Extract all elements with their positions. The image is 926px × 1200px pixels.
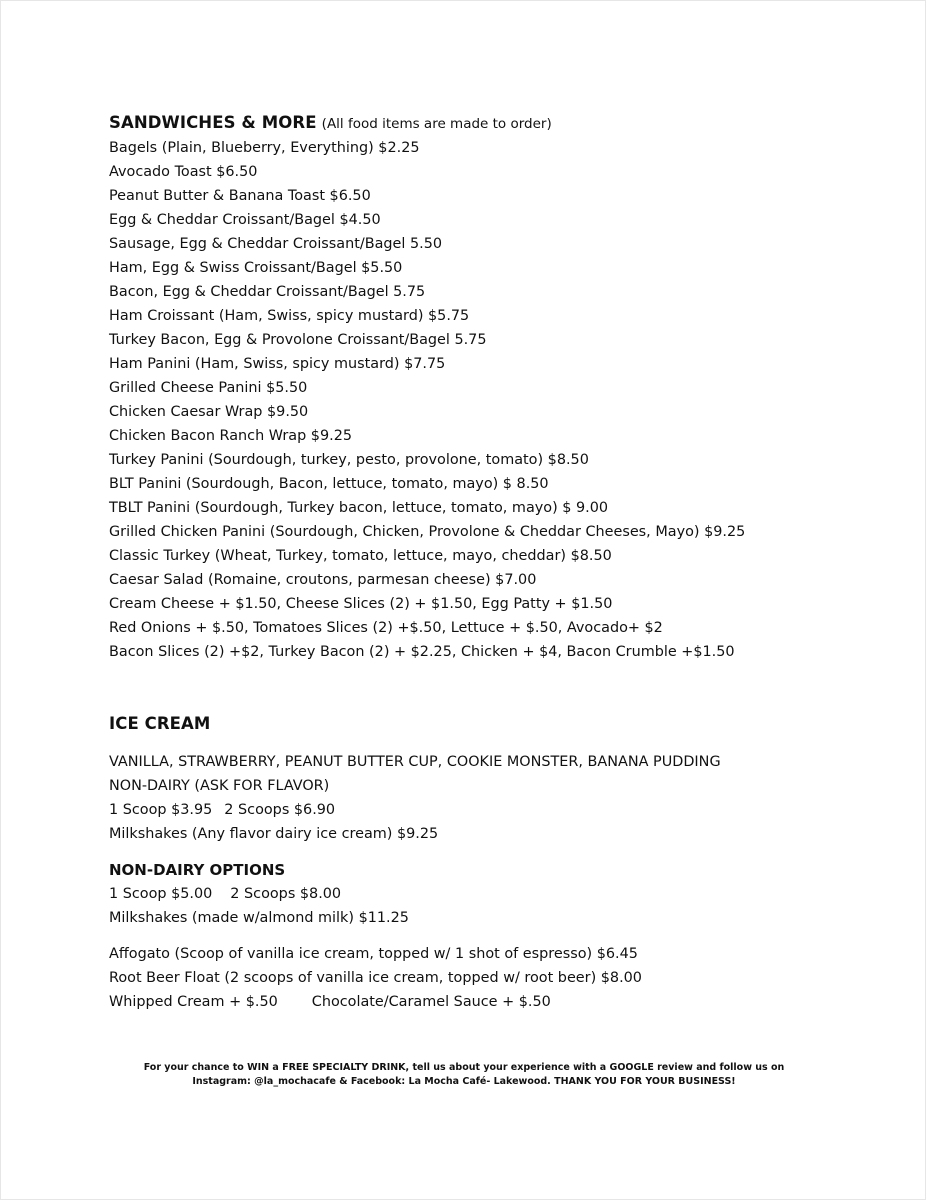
- ice-cream-non-dairy-note: NON-DAIRY (ASK FOR FLAVOR): [109, 778, 330, 794]
- menu-item: Sausage, Egg & Cheddar Croissant/Bagel 5.50: [109, 236, 443, 252]
- menu-item: Ham Croissant (Ham, Swiss, spicy mustard) $5.75: [109, 308, 470, 324]
- ice-cream-one-scoop: 1 Scoop $3.95: [109, 802, 213, 818]
- menu-item: Chicken Bacon Ranch Wrap $9.25: [109, 428, 353, 444]
- section-gap: [109, 930, 889, 942]
- menu-item: TBLT Panini (Sourdough, Turkey bacon, lettuce, tomato, mayo) $ 9.00: [109, 500, 609, 516]
- affogato-item: Affogato (Scoop of vanilla ice cream, topped w/ 1 shot of espresso) $6.45: [109, 946, 638, 962]
- menu-item: Classic Turkey (Wheat, Turkey, tomato, lettuce, mayo, cheddar) $8.50: [109, 548, 612, 564]
- ice-cream-milkshakes: Milkshakes (Any flavor dairy ice cream) $9.25: [109, 826, 439, 842]
- menu-item: BLT Panini (Sourdough, Bacon, lettuce, tomato, mayo) $ 8.50: [109, 476, 549, 492]
- non-dairy-scoop-prices: [109, 882, 889, 906]
- footer-promo: [101, 1061, 827, 1089]
- sandwiches-heading: SANDWICHES & MORE: [109, 113, 317, 132]
- toppings-item: [109, 990, 889, 1014]
- ice-cream-two-scoops: 2 Scoops $6.90: [224, 802, 336, 818]
- menu-item: Bagels (Plain, Blueberry, Everything) $2.25: [109, 140, 420, 156]
- menu-item: Grilled Chicken Panini (Sourdough, Chicken, Provolone & Cheddar Cheeses, Mayo) $9.25: [109, 524, 746, 540]
- menu-item: Egg & Cheddar Croissant/Bagel $4.50: [109, 212, 381, 228]
- menu-item: Chicken Caesar Wrap $9.50: [109, 404, 309, 420]
- footer-line-1: For your chance to WIN a FREE SPECIALTY DRINK, tell us about your experience with a GOOGLE review and follow us on: [143, 1062, 785, 1073]
- ice-cream-heading-line: [109, 712, 889, 736]
- ice-cream-scoop-prices: [109, 798, 889, 822]
- menu-item: Caesar Salad (Romaine, croutons, parmesan cheese) $7.00: [109, 572, 537, 588]
- section-gap: [109, 846, 889, 858]
- non-dairy-heading: NON-DAIRY OPTIONS: [109, 861, 286, 879]
- menu-item: Avocado Toast $6.50: [109, 164, 258, 180]
- sandwich-list: [109, 136, 889, 664]
- menu-content: [109, 111, 889, 1014]
- menu-item: Turkey Panini (Sourdough, turkey, pesto, provolone, tomato) $8.50: [109, 452, 589, 468]
- menu-item: Cream Cheese + $1.50, Cheese Slices (2) + $1.50, Egg Patty + $1.50: [109, 596, 613, 612]
- sauce-item: Chocolate/Caramel Sauce + $.50: [311, 994, 551, 1010]
- sandwiches-heading-line: [109, 111, 889, 136]
- menu-item: Turkey Bacon, Egg & Provolone Croissant/Bagel 5.75: [109, 332, 487, 348]
- non-dairy-milkshakes: Milkshakes (made w/almond milk) $11.25: [109, 910, 409, 926]
- menu-item: Bacon Slices (2) +$2, Turkey Bacon (2) + $2.25, Chicken + $4, Bacon Crumble +$1.50: [109, 644, 735, 660]
- menu-item: Peanut Butter & Banana Toast $6.50: [109, 188, 371, 204]
- ice-cream-heading: ICE CREAM: [109, 714, 211, 733]
- non-dairy-one-scoop: 1 Scoop $5.00: [109, 886, 213, 902]
- sandwiches-note: (All food items are made to order): [321, 116, 552, 132]
- menu-item: Ham Panini (Ham, Swiss, spicy mustard) $7.75: [109, 356, 446, 372]
- menu-item: Bacon, Egg & Cheddar Croissant/Bagel 5.75: [109, 284, 426, 300]
- footer-line-2: Instagram: @la_mochacafe & Facebook: La Mocha Café- Lakewood. THANK YOU FOR YOUR BUSINESS!: [192, 1076, 736, 1087]
- root-beer-float-item: Root Beer Float (2 scoops of vanilla ice cream, topped w/ root beer) $8.00: [109, 970, 642, 986]
- ice-cream-flavors: VANILLA, STRAWBERRY, PEANUT BUTTER CUP, COOKIE MONSTER, BANANA PUDDING: [109, 754, 721, 770]
- section-gap: [109, 664, 889, 712]
- whipped-cream-item: Whipped Cream + $.50: [109, 994, 278, 1010]
- non-dairy-two-scoops: 2 Scoops $8.00: [230, 886, 342, 902]
- menu-item: Grilled Cheese Panini $5.50: [109, 380, 308, 396]
- menu-item: Ham, Egg & Swiss Croissant/Bagel $5.50: [109, 260, 403, 276]
- menu-item: Red Onions + $.50, Tomatoes Slices (2) +$.50, Lettuce + $.50, Avocado+ $2: [109, 620, 663, 636]
